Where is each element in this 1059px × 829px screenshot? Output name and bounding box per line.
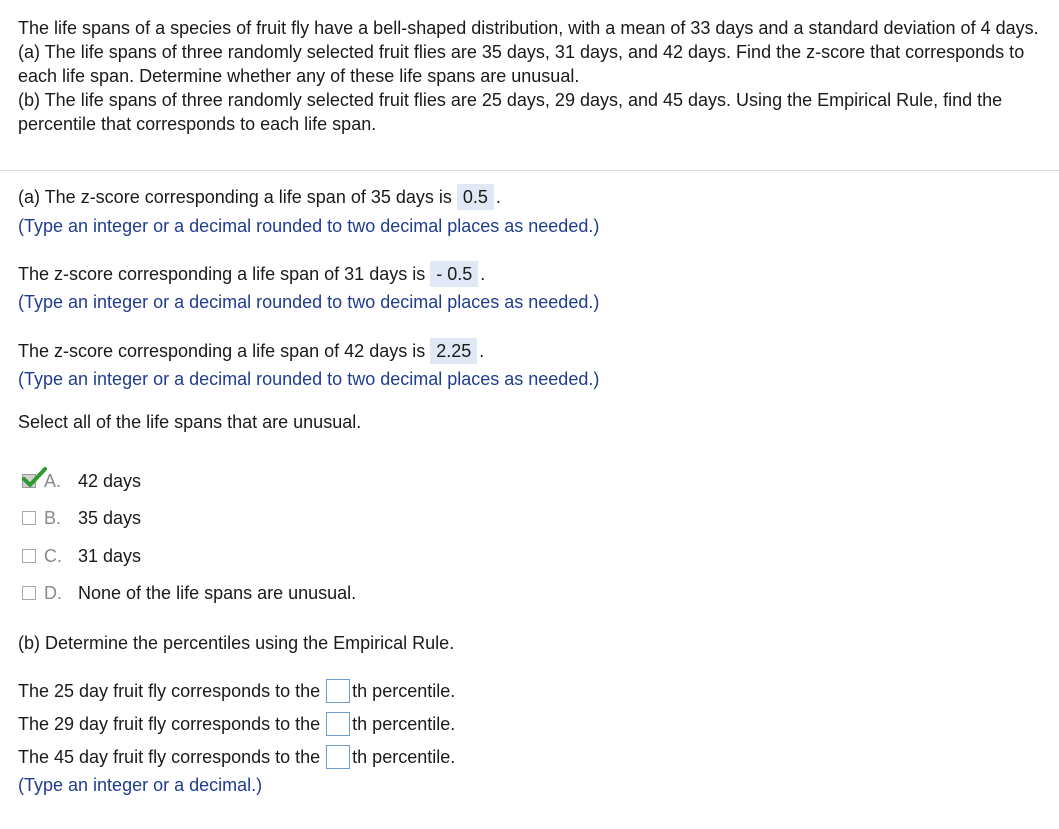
- choice-c-letter: C.: [44, 545, 62, 566]
- choice-a[interactable]: [18, 468, 141, 494]
- percentile-3-input[interactable]: [326, 745, 350, 769]
- choice-a-checkbox[interactable]: [22, 474, 36, 488]
- choice-a-letter: A.: [44, 470, 62, 491]
- question-part-a: (a) The life spans of three randomly selected fruit flies are 35 days, 31 days, and 42 days. Find the z-score that corresponds to each life span. Determine whether any of these life spans are unusual.: [18, 42, 1025, 86]
- zscore-2-line: The z-score corresponding a life span of 31 days is - 0.5 .: [18, 261, 485, 287]
- percentile-3-line: [18, 744, 455, 770]
- choice-b-checkbox[interactable]: [22, 511, 36, 525]
- percentile-2-prompt: The 29 day fruit fly corresponds to the: [18, 714, 321, 734]
- zscore-3-answer[interactable]: 2.25: [430, 338, 477, 364]
- choice-d[interactable]: [18, 580, 356, 606]
- percentile-2-suffix: th percentile.: [352, 714, 456, 734]
- choice-c[interactable]: [18, 543, 141, 569]
- percentile-1-input[interactable]: [326, 679, 350, 703]
- percentile-hint: (Type an integer or a decimal.): [18, 775, 263, 795]
- divider: [0, 170, 1059, 171]
- choice-a-text: 42 days: [78, 470, 142, 491]
- zscore-3-line: The z-score corresponding a life span of 42 days is 2.25 .: [18, 338, 484, 364]
- choice-c-checkbox[interactable]: [22, 549, 36, 563]
- percentile-1-suffix: th percentile.: [352, 681, 456, 701]
- zscore-3-hint: (Type an integer or a decimal rounded to two decimal places as needed.): [18, 369, 600, 389]
- part-b-prompt: (b) Determine the percentiles using the Empirical Rule.: [18, 633, 455, 653]
- zscore-1-prompt: (a) The z-score corresponding a life span of 35 days is: [18, 187, 452, 207]
- zscore-3-prompt: The z-score corresponding a life span of 42 days is: [18, 341, 426, 361]
- zscore-1-line: (a) The z-score corresponding a life span of 35 days is 0.5 .: [18, 184, 501, 210]
- percentile-3-prompt: The 45 day fruit fly corresponds to the: [18, 747, 321, 767]
- choice-d-checkbox[interactable]: [22, 586, 36, 600]
- percentile-2-input[interactable]: [326, 712, 350, 736]
- choice-b[interactable]: [18, 505, 141, 531]
- select-prompt: Select all of the life spans that are unusual.: [18, 412, 362, 432]
- choice-c-text: 31 days: [78, 545, 142, 566]
- choice-d-text: None of the life spans are unusual.: [78, 582, 357, 603]
- question-intro: The life spans of a species of fruit fly have a bell-shaped distribution, with a mean of 33 days and a standard deviation of 4 days.: [18, 18, 1039, 38]
- zscore-1-hint: (Type an integer or a decimal rounded to two decimal places as needed.): [18, 216, 600, 236]
- zscore-2-hint: (Type an integer or a decimal rounded to two decimal places as needed.): [18, 292, 600, 312]
- checkmark-icon: [21, 467, 47, 489]
- percentile-1-prompt: The 25 day fruit fly corresponds to the: [18, 681, 321, 701]
- zscore-2-prompt: The z-score corresponding a life span of 31 days is: [18, 264, 426, 284]
- percentile-1-line: [18, 678, 455, 704]
- zscore-2-answer[interactable]: - 0.5: [430, 261, 478, 287]
- question-part-b: (b) The life spans of three randomly selected fruit flies are 25 days, 29 days, and 45 days. Using the Empirical Rule, find the percentile that corresponds to each life span.: [18, 90, 1003, 134]
- choice-b-text: 35 days: [78, 507, 142, 528]
- question-text: [18, 16, 1048, 136]
- percentile-3-suffix: th percentile.: [352, 747, 456, 767]
- zscore-1-answer[interactable]: 0.5: [457, 184, 494, 210]
- percentile-2-line: [18, 711, 455, 737]
- choice-d-letter: D.: [44, 582, 62, 603]
- choice-b-letter: B.: [44, 507, 62, 528]
